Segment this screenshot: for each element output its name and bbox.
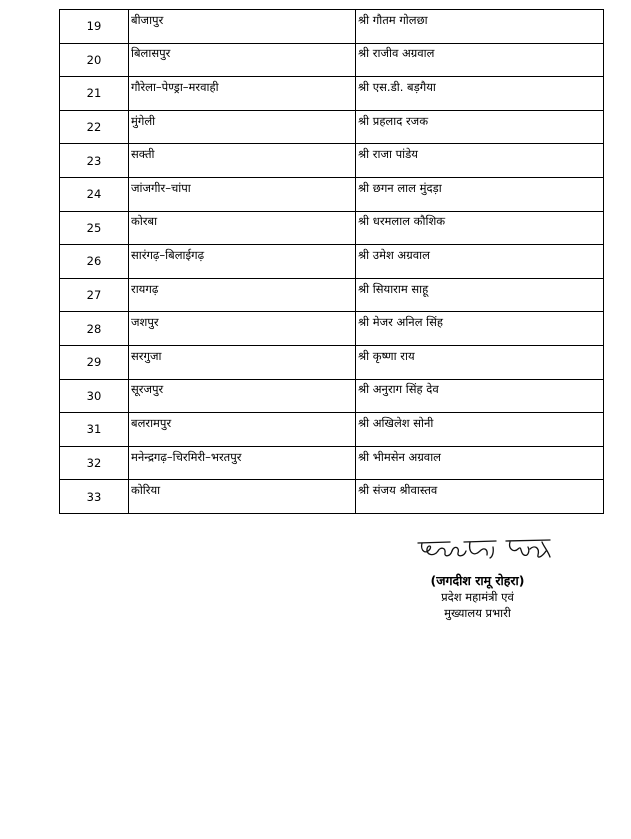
appointee-name: श्री कृष्णा राय <box>358 348 415 363</box>
district-name: जांजगीर–चांपा <box>131 180 191 195</box>
appointee-cell <box>356 345 604 379</box>
appointee-name: श्री अनुराग सिंह देव <box>358 382 439 397</box>
district-name: कोरिया <box>131 483 161 498</box>
serial-number: 32 <box>60 446 129 480</box>
serial-number: 28 <box>60 312 129 346</box>
district-name: सारंगढ़–बिलाईगढ़ <box>131 247 205 262</box>
signer-name: (जगदीश रामू रोहरा) <box>430 573 525 588</box>
table-row <box>60 345 604 379</box>
table-row <box>60 379 604 413</box>
appointee-cell <box>356 312 604 346</box>
signer-title-line1: प्रदेश महामंत्री एवं <box>441 590 514 604</box>
district-cell <box>129 211 356 245</box>
table-row <box>60 43 604 77</box>
appointee-cell <box>356 43 604 77</box>
serial-number: 25 <box>60 211 129 245</box>
district-name: जशपुर <box>131 315 159 330</box>
table-row <box>60 480 604 514</box>
district-cell <box>129 413 356 447</box>
appointee-cell <box>356 446 604 480</box>
district-name: मुंगेली <box>131 113 156 128</box>
district-cell <box>129 446 356 480</box>
district-cell <box>129 77 356 111</box>
district-cell <box>129 379 356 413</box>
appointee-cell <box>356 245 604 279</box>
appointee-name: श्री संजय श्रीवास्तव <box>358 483 438 498</box>
table-row <box>60 245 604 279</box>
appointee-name: श्री धरमलाल कौशिक <box>358 214 446 229</box>
table-row <box>60 278 604 312</box>
appointee-name: श्री छगन लाल मुंदड़ा <box>358 180 442 195</box>
district-cell <box>129 110 356 144</box>
appointee-name: श्री राजीव अग्रवाल <box>358 46 435 61</box>
serial-number: 26 <box>60 245 129 279</box>
appointment-table <box>59 9 604 514</box>
district-name: गौरेला–पेण्ड्रा–मरवाही <box>131 79 219 94</box>
table-row <box>60 177 604 211</box>
appointee-cell <box>356 480 604 514</box>
district-name: सूरजपुर <box>131 382 164 397</box>
district-name: बिलासपुर <box>131 46 171 61</box>
signer-title-line2: मुख्यालय प्रभारी <box>444 606 511 620</box>
table-row <box>60 77 604 111</box>
serial-number: 24 <box>60 177 129 211</box>
table-row <box>60 211 604 245</box>
serial-number: 23 <box>60 144 129 178</box>
district-name: बलरामपुर <box>131 415 172 430</box>
appointee-name: श्री उमेश अग्रवाल <box>358 247 430 262</box>
appointee-cell <box>356 110 604 144</box>
district-name: सक्ती <box>131 147 155 162</box>
table-row <box>60 312 604 346</box>
serial-number: 29 <box>60 345 129 379</box>
district-cell <box>129 345 356 379</box>
district-cell <box>129 144 356 178</box>
district-name: रायगढ़ <box>131 281 159 296</box>
district-name: बीजापुर <box>131 12 164 27</box>
serial-number: 31 <box>60 413 129 447</box>
appointee-name: श्री प्रहलाद रजक <box>358 113 429 128</box>
serial-number: 20 <box>60 43 129 77</box>
district-cell <box>129 245 356 279</box>
district-cell <box>129 10 356 44</box>
appointee-cell <box>356 77 604 111</box>
handwritten-signature <box>390 533 565 573</box>
table-body <box>60 10 604 514</box>
serial-number: 22 <box>60 110 129 144</box>
district-cell <box>129 43 356 77</box>
appointee-name: श्री गौतम गोलछा <box>358 12 428 27</box>
district-name: सरगुजा <box>131 348 162 363</box>
signature-block <box>390 533 565 621</box>
table-row <box>60 144 604 178</box>
serial-number: 30 <box>60 379 129 413</box>
serial-number: 33 <box>60 480 129 514</box>
table-row <box>60 10 604 44</box>
serial-number: 19 <box>60 10 129 44</box>
appointee-cell <box>356 177 604 211</box>
appointee-cell <box>356 144 604 178</box>
appointee-name: श्री मेजर अनिल सिंह <box>358 315 444 330</box>
district-cell <box>129 278 356 312</box>
table-row <box>60 413 604 447</box>
appointee-cell <box>356 379 604 413</box>
appointee-cell <box>356 10 604 44</box>
district-cell <box>129 312 356 346</box>
appointee-name: श्री सियाराम साहू <box>358 281 429 296</box>
table-row <box>60 110 604 144</box>
serial-number: 21 <box>60 77 129 111</box>
district-cell <box>129 177 356 211</box>
appointee-name: श्री भीमसेन अग्रवाल <box>358 449 441 464</box>
appointee-name: श्री अखिलेश सोनी <box>358 415 434 430</box>
district-name: कोरबा <box>131 214 158 229</box>
district-name: मनेन्द्रगढ़–चिरमिरी–भरतपुर <box>131 449 242 464</box>
appointee-name: श्री राजा पांडेय <box>358 147 418 162</box>
appointee-cell <box>356 278 604 312</box>
appointee-name: श्री एस.डी. बड़गैया <box>358 79 436 94</box>
appointee-cell <box>356 413 604 447</box>
district-cell <box>129 480 356 514</box>
serial-number: 27 <box>60 278 129 312</box>
table-row <box>60 446 604 480</box>
appointee-cell <box>356 211 604 245</box>
